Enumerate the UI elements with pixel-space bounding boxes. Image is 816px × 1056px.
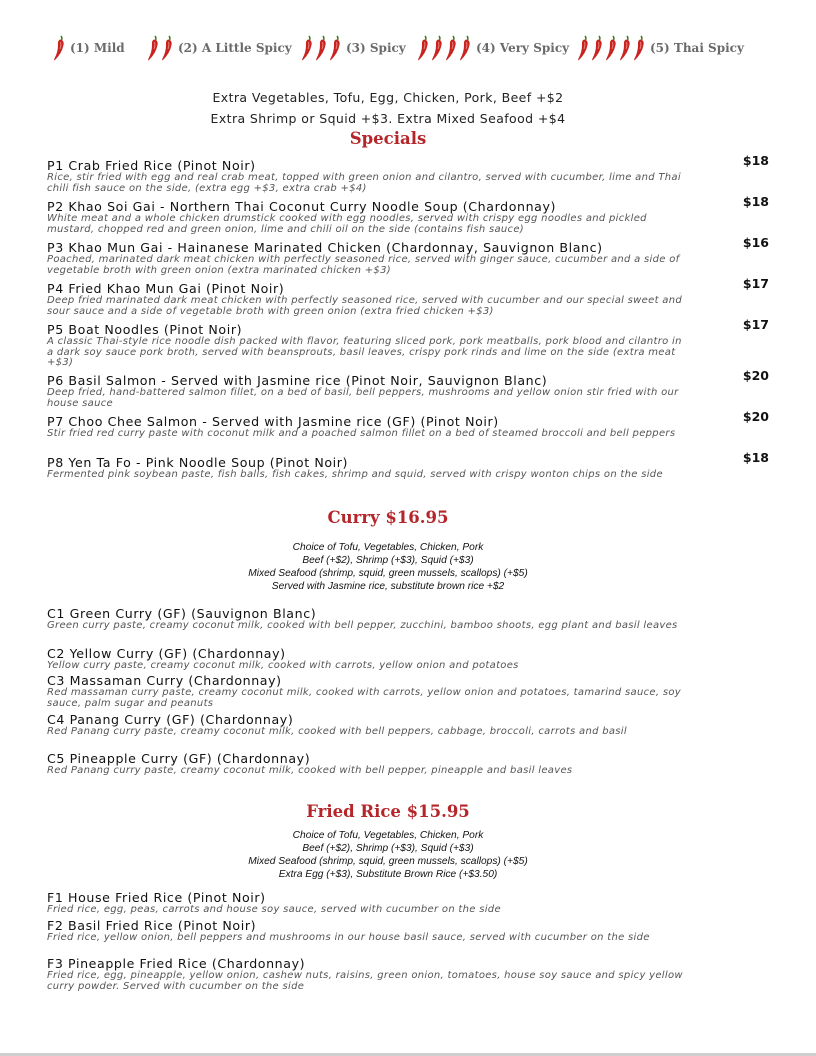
menu-item <box>47 919 787 957</box>
item-desc: Deep fried marinated dark meat chicken with perfectly seasoned rice, served with cucumber and our special sweet and sour sauce and a side of vegetable broth with green onion (extra fried chicken +$3) <box>47 295 682 317</box>
item-desc: Red Panang curry paste, creamy coconut milk, cooked with bell pepper, pineapple and basil leaves <box>47 765 573 776</box>
choice-line: Beef (+$2), Shrimp (+$3), Squid (+$3) <box>302 843 474 854</box>
legend-label: (5) Thai Spicy <box>650 41 744 55</box>
item-name: P3 Khao Mun Gai - Hainanese Marinated Chicken (Chardonnay, Sauvignon Blanc) <box>47 240 603 255</box>
menu-item <box>47 607 787 647</box>
menu-item <box>47 647 787 674</box>
item-price: $20 <box>742 368 769 383</box>
item-price: $18 <box>742 194 769 209</box>
item-desc: Rice, stir fried with egg and real crab meat, topped with green onion and cilantro, served with cucumber, lime and Thai chili fish sauce on the side, (extra egg +$3, extra crab +$4) <box>47 172 681 194</box>
chili-pepper-icon <box>618 34 632 62</box>
extras-line: Extra Shrimp or Squid +$3. Extra Mixed Seafood +$4 <box>210 111 566 126</box>
legend-label: (2) A Little Spicy <box>178 41 292 55</box>
legend-item-spicy <box>300 34 406 62</box>
menu-item <box>47 450 787 497</box>
item-name: F3 Pineapple Fried Rice (Chardonnay) <box>47 956 306 971</box>
item-price: $20 <box>742 409 769 424</box>
choice-line: Choice of Tofu, Vegetables, Chicken, Pork <box>292 542 484 553</box>
menu-item <box>47 276 787 323</box>
legend-item-very-spicy <box>416 34 569 62</box>
chili-pepper-icon <box>52 34 66 62</box>
item-desc: Fried rice, yellow onion, bell peppers and mushrooms in our house basil sauce, served with cucumber on the side <box>47 932 650 943</box>
choice-line: Extra Egg (+$3), Substitute Brown Rice (+$3.50) <box>278 869 498 880</box>
legend-label: (3) Spicy <box>346 41 406 55</box>
item-desc: Red massaman curry paste, creamy coconut milk, cooked with carrots, yellow onion and potatoes, tamarind sauce, soy sauce, palm sugar and peanuts <box>47 687 681 709</box>
fried-rice-choices <box>0 829 776 881</box>
item-price: $17 <box>742 276 769 291</box>
curry-choices <box>0 541 776 593</box>
chili-pepper-icon <box>444 34 458 62</box>
choice-line: Beef (+$2), Shrimp (+$3), Squid (+$3) <box>302 555 474 566</box>
legend-label: (1) Mild <box>70 41 125 55</box>
item-name: F2 Basil Fried Rice (Pinot Noir) <box>47 918 257 933</box>
menu-item <box>47 891 787 919</box>
pepper-icons <box>416 34 472 62</box>
item-desc: Deep fried, hand-battered salmon fillet, on a bed of basil, bell peppers, mushrooms and yellow onion stir fried with our house sauce <box>47 387 679 409</box>
choice-line: Mixed Seafood (shrimp, squid, green mussels, scallops) (+$5) <box>248 856 528 867</box>
choice-line: Mixed Seafood (shrimp, squid, green mussels, scallops) (+$5) <box>248 568 528 579</box>
legend-item-mild <box>52 34 125 62</box>
chili-pepper-icon <box>632 34 646 62</box>
curry-list <box>47 607 787 779</box>
chili-pepper-icon <box>146 34 160 62</box>
chili-pepper-icon <box>590 34 604 62</box>
menu-item <box>47 409 787 456</box>
chili-pepper-icon <box>300 34 314 62</box>
item-name: P6 Basil Salmon - Served with Jasmine rice (Pinot Noir, Sauvignon Blanc) <box>47 373 548 388</box>
item-price: $18 <box>742 450 769 465</box>
chili-pepper-icon <box>604 34 618 62</box>
extras-note <box>0 87 776 129</box>
fried-rice-title: Fried Rice $15.95 <box>306 802 470 821</box>
chili-pepper-icon <box>458 34 472 62</box>
legend-item-thai-spicy <box>576 34 744 62</box>
spice-legend <box>52 34 752 66</box>
item-name: C2 Yellow Curry (GF) (Chardonnay) <box>47 646 286 661</box>
chili-pepper-icon <box>416 34 430 62</box>
pepper-icons <box>576 34 646 62</box>
item-desc: White meat and a whole chicken drumstick cooked with egg noodles, served with crispy egg noodles and pickled mustard, chopped red and green onion, lime and chili oil on the side (contains fish sauce) <box>47 213 647 235</box>
chili-pepper-icon <box>328 34 342 62</box>
item-name: P1 Crab Fried Rice (Pinot Noir) <box>47 158 256 173</box>
item-name: P5 Boat Noodles (Pinot Noir) <box>47 322 243 337</box>
pepper-icons <box>146 34 174 62</box>
menu-item <box>47 713 787 752</box>
item-name: F1 House Fried Rice (Pinot Noir) <box>47 890 266 905</box>
chili-pepper-icon <box>314 34 328 62</box>
fried-rice-list <box>47 891 787 995</box>
item-desc: Green curry paste, creamy coconut milk, cooked with bell pepper, zucchini, bamboo shoots, egg plant and basil leaves <box>47 620 678 631</box>
specials-title: Specials <box>349 129 427 148</box>
menu-item <box>47 194 787 241</box>
menu-item <box>47 235 787 282</box>
item-desc: A classic Thai-style rice noodle dish packed with flavor, featuring sliced pork, pork meatballs, pork blood and cilantro in a dark soy sauce pork broth, served with beansprouts, basil leaves, crispy pork rinds and lime on the side (extra meat +$3) <box>47 336 682 368</box>
curry-title: Curry $16.95 <box>327 508 449 527</box>
item-name: P7 Choo Chee Salmon - Served with Jasmine rice (GF) (Pinot Noir) <box>47 414 499 429</box>
item-name: C3 Massaman Curry (Chardonnay) <box>47 673 282 688</box>
chili-pepper-icon <box>430 34 444 62</box>
item-price: $18 <box>742 153 769 168</box>
chili-pepper-icon <box>160 34 174 62</box>
item-desc: Yellow curry paste, creamy coconut milk, cooked with carrots, yellow onion and potatoes <box>47 660 519 671</box>
item-desc: Poached, marinated dark meat chicken with perfectly seasoned rice, served with ginger sauce, cucumber and a side of vegetable broth with green onion (extra marinated chicken +$3) <box>47 254 680 276</box>
item-name: C1 Green Curry (GF) (Sauvignon Blanc) <box>47 606 317 621</box>
item-name: P2 Khao Soi Gai - Northern Thai Coconut Curry Noodle Soup (Chardonnay) <box>47 199 557 214</box>
legend-item-little-spicy <box>146 34 292 62</box>
item-desc: Red Panang curry paste, creamy coconut milk, cooked with bell peppers, cabbage, broccoli, carrots and basil <box>47 726 627 737</box>
legend-label: (4) Very Spicy <box>476 41 570 55</box>
item-name: P4 Fried Khao Mun Gai (Pinot Noir) <box>47 281 285 296</box>
menu-item <box>47 317 787 374</box>
choice-line: Served with Jasmine rice, substitute brown rice +$2 <box>271 581 505 592</box>
menu-item <box>47 752 787 779</box>
pepper-icons <box>52 34 66 62</box>
item-desc: Fried rice, egg, pineapple, yellow onion, cashew nuts, raisins, green onion, tomatoes, house soy sauce and spicy yellow curry powder. Served with cucumber on the side <box>47 970 683 992</box>
item-desc: Fermented pink soybean paste, fish balls, fish cakes, shrimp and squid, served with crispy wonton chips on the side <box>47 469 663 480</box>
item-name: C5 Pineapple Curry (GF) (Chardonnay) <box>47 751 311 766</box>
item-desc: Fried rice, egg, peas, carrots and house soy sauce, served with cucumber on the side <box>47 904 501 915</box>
menu-item <box>47 674 787 713</box>
item-name: P8 Yen Ta Fo - Pink Noodle Soup (Pinot Noir) <box>47 455 349 470</box>
chili-pepper-icon <box>576 34 590 62</box>
item-price: $17 <box>742 317 769 332</box>
choice-line: Choice of Tofu, Vegetables, Chicken, Pork <box>292 830 484 841</box>
specials-list <box>47 153 787 497</box>
menu-item <box>47 957 787 995</box>
item-desc: Stir fried red curry paste with coconut milk and a poached salmon fillet on a bed of steamed broccoli and bell peppers <box>47 428 676 439</box>
menu-item <box>47 368 787 415</box>
extras-line: Extra Vegetables, Tofu, Egg, Chicken, Pork, Beef +$2 <box>212 90 564 105</box>
item-price: $16 <box>742 235 769 250</box>
pepper-icons <box>300 34 342 62</box>
menu-item <box>47 153 787 200</box>
item-name: C4 Panang Curry (GF) (Chardonnay) <box>47 712 294 727</box>
